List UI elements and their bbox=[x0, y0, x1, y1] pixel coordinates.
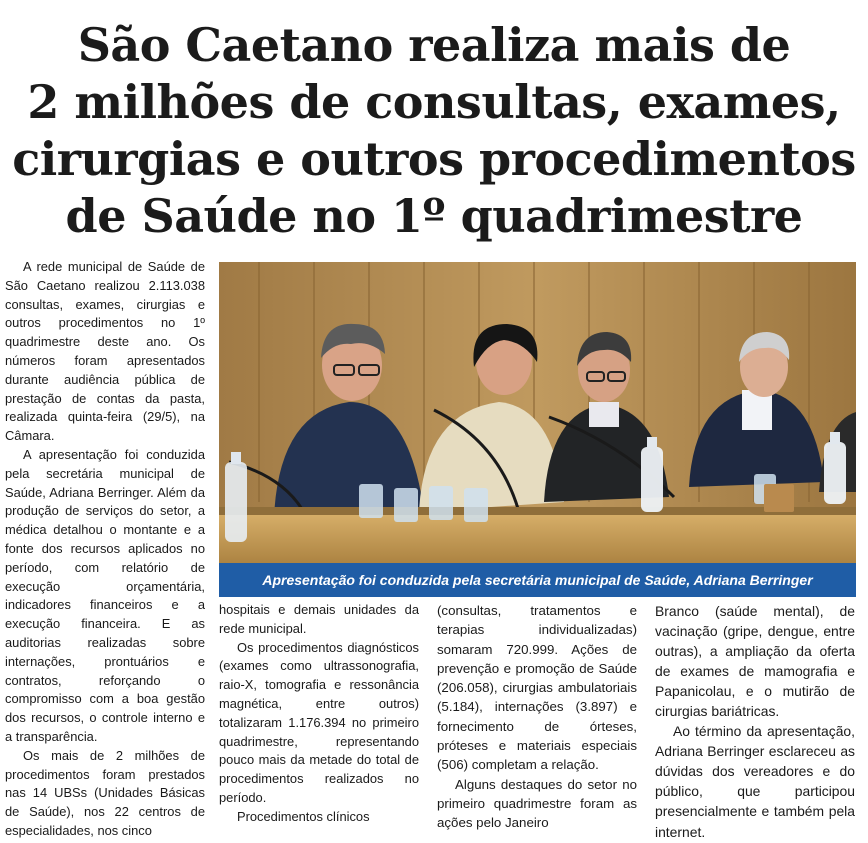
headline-line-4: de Saúde no 1º quadrimestre bbox=[65, 189, 803, 243]
article-column-1 bbox=[5, 258, 205, 843]
paragraph: Os procedimentos diagnósticos (exames como ultrassonografia, raio-X, tomografia e ressonância magnética, entre outros) totalizaram 1.176.394 no primeiro quadrimestre, representando pouco mais da metade do total de procedimentos realizados no período. bbox=[219, 639, 419, 805]
headline bbox=[0, 0, 868, 262]
paragraph: Procedimentos clínicos bbox=[237, 808, 370, 824]
paragraph: Ao término da apresentação, Adriana Berringer esclareceu as dúvidas dos vereadores e do público, que participou presencialmente e também pela internet. bbox=[655, 723, 855, 840]
photo-caption: Apresentação foi conduzida pela secretária municipal de Saúde, Adriana Berringer bbox=[219, 563, 856, 597]
meeting-photo-illustration bbox=[219, 262, 856, 567]
paragraph: Branco (saúde mental), de vacinação (gripe, dengue, entre outras), a ampliação da oferta de exames de mamografia e Papanicolau, e o mutirão de cirurgias bariátricas. bbox=[655, 603, 855, 720]
paragraph: Alguns destaques do setor no primeiro quadrimestre foram as ações pelo Janeiro bbox=[437, 776, 637, 831]
paragraph: A rede municipal de Saúde de São Caetano realizou 2.113.038 consultas, exames, cirurgias e outros procedimentos no 1º quadrimestre deste ano. Os números foram apresentados durante audiência pública de prestação de contas da pasta, realizada quinta-feira (29/5), na Câmara. bbox=[5, 259, 205, 444]
paragraph: (consultas, tratamentos e terapias individualizadas) somaram 720.999. Ações de prevenção e promoção de Saúde (206.058), cirurgias ambulatoriais (5.184), internações (3.897) e fornecimento de órteses, próteses e materiais especiais (506) completam a relação. bbox=[437, 603, 637, 773]
article-photo bbox=[219, 262, 856, 567]
paragraph: hospitais e demais unidades da rede municipal. bbox=[219, 602, 419, 636]
paragraph: Os mais de 2 milhões de procedimentos foram prestados nas 14 UBSs (Unidades Básicas de Saúde), nos 22 centros de especialidades, nos cinco bbox=[5, 747, 205, 838]
headline-line-1: São Caetano realiza mais de bbox=[77, 18, 791, 72]
article-column-2 bbox=[219, 601, 419, 843]
headline-line-3: cirurgias e outros procedimentos bbox=[12, 132, 856, 186]
article-column-3 bbox=[437, 601, 637, 843]
paragraph: A apresentação foi conduzida pela secretária municipal de Saúde, Adriana Berringer. Além da produção de serviços do setor, a médica detalhou o montante e a fonte dos recursos aplicados no período, com relatório de execução orçamentária, indicadores financeiros e a execução financeira. E as auditorias realizadas sobre internações, prontuários e contratos, reforçando o compromisso com a boa gestão dos recursos, o controle interno e a transparência. bbox=[5, 446, 205, 744]
article-column-4 bbox=[655, 601, 855, 843]
headline-line-2: 2 milhões de consultas, exames, bbox=[27, 75, 841, 129]
